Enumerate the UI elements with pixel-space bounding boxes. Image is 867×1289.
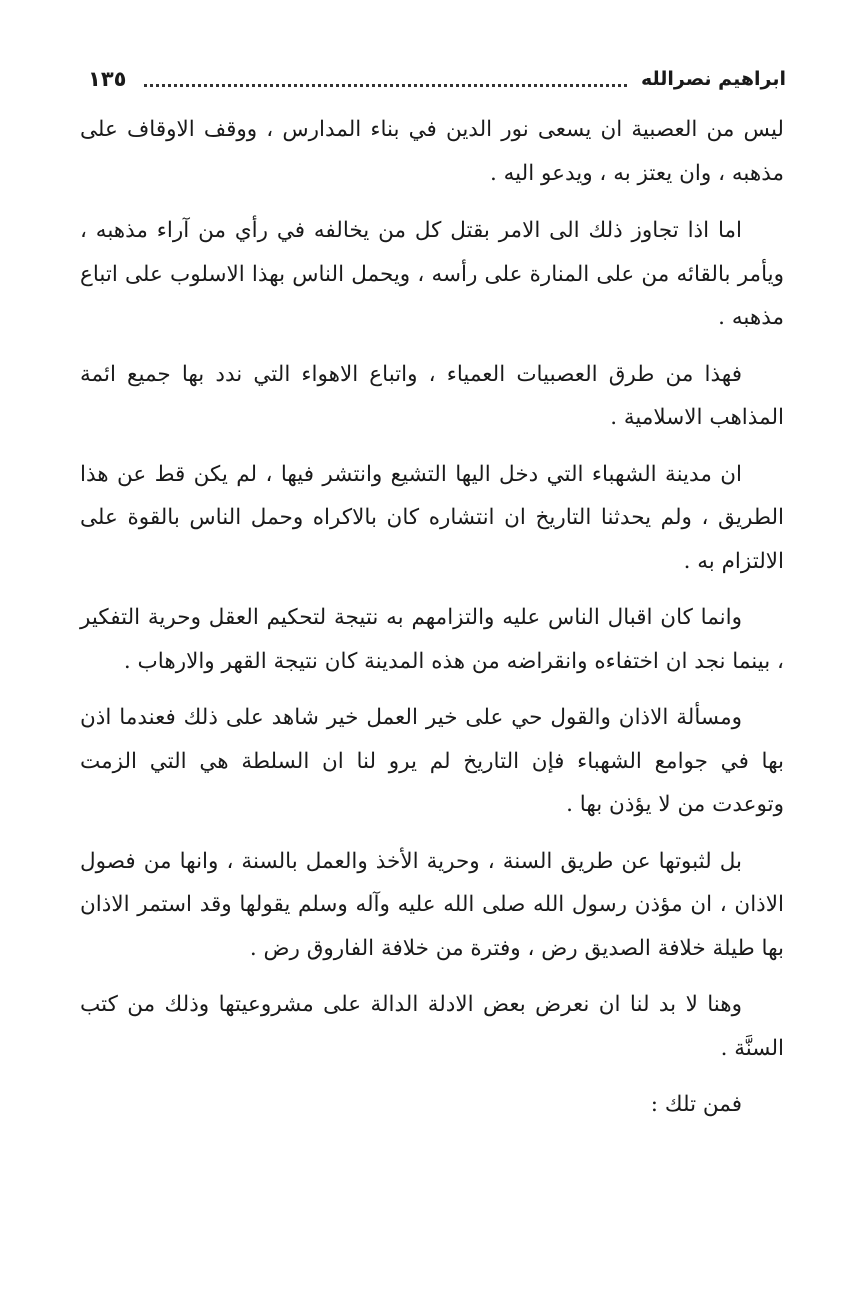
body-text	[80, 108, 784, 1140]
paragraph-3: فهذا من طرق العصبيات العمياء ، واتباع الاهواء التي ندد بها جميع ائمة المذاهب الاسلامية .	[80, 361, 784, 430]
page-number: ١٣٥	[88, 67, 127, 91]
paragraph-8: وهنا لا بد لنا ان نعرض بعض الادلة الدالة على مشروعيتها وذلك من كتب السنَّة .	[80, 992, 784, 1061]
running-header-author: ابراهيم نصرالله	[640, 68, 786, 90]
paragraph-7: بل لثبوتها عن طريق السنة ، وحرية الأخذ والعمل بالسنة ، وانها من فصول الاذان ، ان مؤذن رسول الله صلى الله عليه وآله وسلم يقولها وقد استمر الاذان بها طيلة خلافة الصديق رض ، وفترة من خلافة الفاروق رض .	[80, 848, 784, 961]
running-header	[88, 62, 786, 96]
leader-dots	[144, 84, 627, 87]
closing-line: فمن تلك :	[650, 1092, 742, 1117]
paragraph-1: ليس من العصبية ان يسعى نور الدين في بناء المدارس ، ووقف الاوقاف على مذهبه ، وان يعتز به ، ويدعو اليه .	[80, 117, 784, 186]
paragraph-4: ان مدينة الشهباء التي دخل اليها التشيع وانتشر فيها ، لم يكن قط عن هذا الطريق ، ولم يحدثنا التاريخ ان انتشاره كان بالاكراه وحمل الناس بالقوة على الالتزام به .	[80, 461, 784, 574]
paragraph-5: وانما كان اقبال الناس عليه والتزامهم به نتيجة لتحكيم العقل وحرية التفكير ، بينما نجد ان اختفاءه وانقراضه من هذه المدينة كان نتيجة القهر والارهاب .	[80, 605, 784, 674]
paragraph-2: اما اذا تجاوز ذلك الى الامر بقتل كل من يخالفه في رأي من آراء مذهبه ، ويأمر بالقائه من على المنارة على رأسه ، ويحمل الناس بهذا الاسلوب على اتباع مذهبه .	[80, 218, 784, 330]
paragraph-6: ومسألة الاذان والقول حي على خير العمل خير شاهد على ذلك فعندما اذن بها في جوامع الشهباء فإن التاريخ لم يرو لنا ان السلطة هي التي الزمت وتوعدت من لا يؤذن بها .	[80, 705, 784, 817]
